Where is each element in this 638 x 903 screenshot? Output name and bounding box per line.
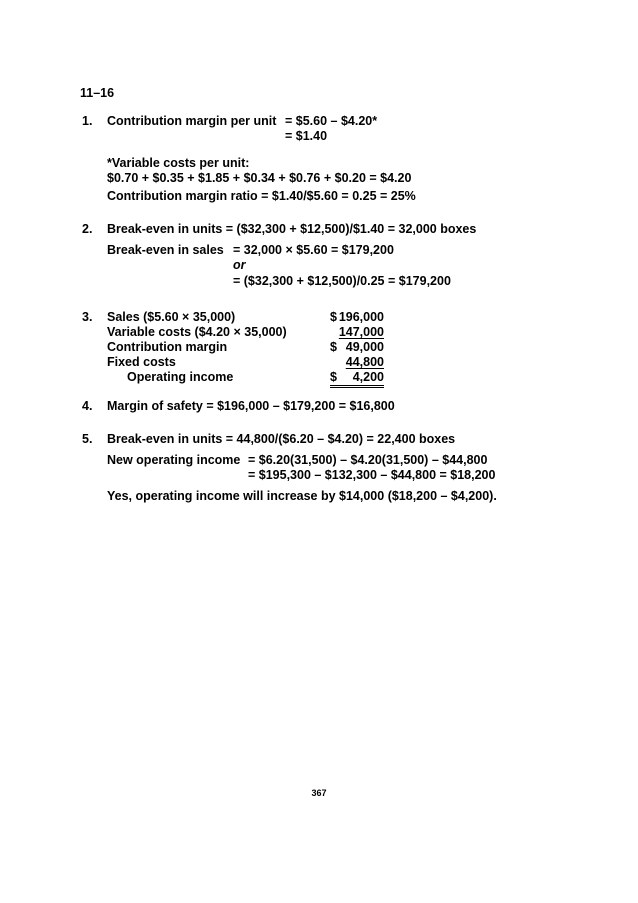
row-dollar-sales: $ xyxy=(330,310,337,324)
problem-id: 11–16 xyxy=(80,86,115,100)
q4-margin-of-safety: Margin of safety = $196,000 – $179,200 = $16,800 xyxy=(107,399,395,413)
q4-number: 4. xyxy=(82,399,93,413)
row-label-sales: Sales ($5.60 × 35,000) xyxy=(107,310,236,324)
q3-number: 3. xyxy=(82,310,93,324)
page-number: 367 xyxy=(311,788,327,798)
q5-conclusion: Yes, operating income will increase by $14,000 ($18,200 – $4,200). xyxy=(107,489,497,503)
q1-cm-ratio: Contribution margin ratio = $1.40/$5.60 = 0.25 = 25% xyxy=(107,189,416,203)
variable-costs-value: 147,000 xyxy=(338,325,384,339)
row-dollar-contribution-margin: $ xyxy=(330,340,337,354)
q2-sales-eq2: = ($32,300 + $12,500)/0.25 = $179,200 xyxy=(233,274,451,288)
operating-income-dollar: $ xyxy=(330,370,337,384)
q1-cm-eq2: = $1.40 xyxy=(285,129,328,143)
q5-noi-eq2: = $195,300 – $132,300 – $44,800 = $18,200 xyxy=(248,468,496,482)
q2-sales-eq1: = 32,000 × $5.60 = $179,200 xyxy=(233,243,394,257)
q1-number: 1. xyxy=(82,114,93,128)
q1-cm-eq1: = $5.60 – $4.20* xyxy=(285,114,378,128)
q5-number: 5. xyxy=(82,432,93,446)
row-amount-fixed-costs xyxy=(328,355,384,370)
q5-noi-label: New operating income xyxy=(107,453,241,467)
operating-income-value: 4,200 xyxy=(352,370,384,384)
row-amount-contribution-margin: 49,000 xyxy=(345,340,384,354)
q2-or: or xyxy=(233,258,246,272)
q2-sales-label: Break-even in sales xyxy=(107,243,224,257)
row-label-contribution-margin: Contribution margin xyxy=(107,340,228,354)
q2-number: 2. xyxy=(82,222,93,236)
q1-note-calc: $0.70 + $0.35 + $1.85 + $0.34 + $0.76 + $0.20 = $4.20 xyxy=(107,171,412,185)
row-label-fixed-costs: Fixed costs xyxy=(107,355,176,369)
row-amount-sales: 196,000 xyxy=(338,310,384,324)
q5-noi-eq1: = $6.20(31,500) – $4.20(31,500) – $44,800 xyxy=(248,453,488,467)
fixed-costs-value: 44,800 xyxy=(345,355,384,369)
row-amount-variable-costs xyxy=(328,325,384,340)
q1-cm-label: Contribution margin per unit xyxy=(107,114,277,128)
row-amount-operating-income xyxy=(330,370,384,388)
q1-note-title: *Variable costs per unit: xyxy=(107,156,250,170)
q2-breakeven-units: Break-even in units = ($32,300 + $12,500)/$1.40 = 32,000 boxes xyxy=(107,222,477,236)
row-label-variable-costs: Variable costs ($4.20 × 35,000) xyxy=(107,325,287,339)
row-label-operating-income: Operating income xyxy=(127,370,234,384)
operating-income-total xyxy=(330,370,384,388)
q5-breakeven-units: Break-even in units = 44,800/($6.20 – $4.20) = 22,400 boxes xyxy=(107,432,456,446)
